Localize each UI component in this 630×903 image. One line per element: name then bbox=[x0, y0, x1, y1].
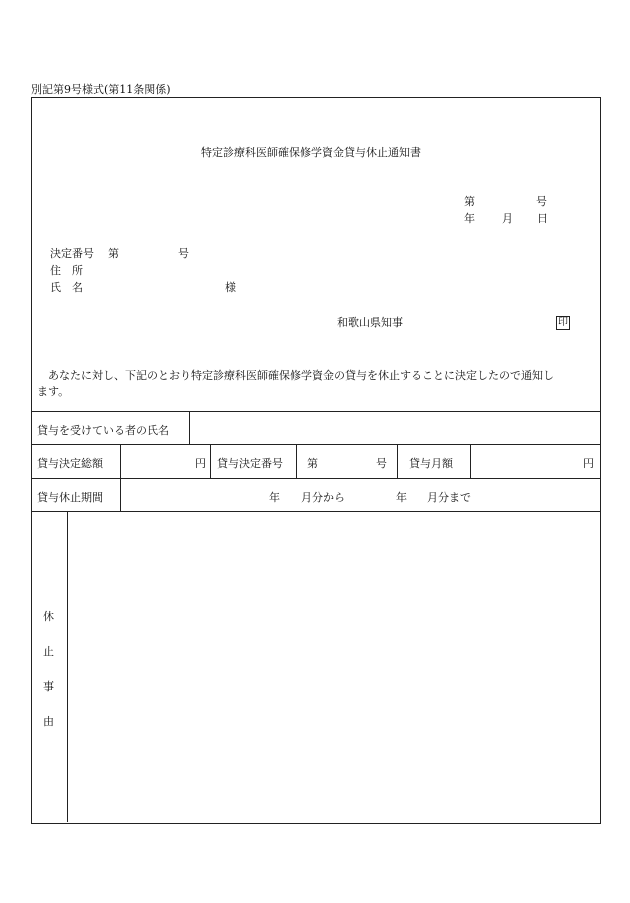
suspension-period-label: 貸与休止期間 bbox=[37, 491, 103, 504]
date-day: 日 bbox=[537, 212, 548, 225]
table-vline-r2-c bbox=[296, 444, 297, 478]
decision-number-table-label: 貸与決定番号 bbox=[217, 457, 283, 470]
name-label: 氏 名 bbox=[50, 281, 83, 294]
monthly-amount-label: 貸与月額 bbox=[409, 457, 453, 470]
decision-number-suffix: 号 bbox=[178, 247, 189, 260]
decision-number-table-dai: 第 bbox=[307, 457, 318, 470]
table-vline-r1 bbox=[189, 411, 190, 444]
date-month: 月 bbox=[502, 212, 513, 225]
date-year: 年 bbox=[464, 212, 475, 225]
table-vline-r2-e bbox=[470, 444, 471, 478]
reason-char-3: 事 bbox=[43, 680, 54, 693]
doc-number-suffix: 号 bbox=[536, 195, 547, 208]
table-vline-r2-d bbox=[397, 444, 398, 478]
table-hline-2 bbox=[31, 444, 600, 445]
period-to-month: 月分まで bbox=[427, 491, 471, 504]
form-reference: 別記第9号様式(第11条関係) bbox=[31, 83, 171, 96]
recipient-name-label: 貸与を受けている者の氏名 bbox=[37, 424, 169, 437]
table-vline-r2-a bbox=[120, 444, 121, 478]
honorific: 様 bbox=[225, 281, 236, 294]
table-hline-3 bbox=[31, 478, 600, 479]
decision-number-table-go: 号 bbox=[376, 457, 387, 470]
reason-char-4: 由 bbox=[43, 715, 54, 728]
reason-char-1: 休 bbox=[43, 610, 54, 623]
reason-field[interactable] bbox=[69, 513, 597, 820]
notice-body-line2: ます。 bbox=[37, 385, 70, 398]
period-to-year: 年 bbox=[396, 491, 407, 504]
total-amount-label: 貸与決定総額 bbox=[37, 457, 103, 470]
seal-mark: 印 bbox=[558, 317, 568, 328]
recipient-name-field[interactable] bbox=[191, 413, 597, 443]
monthly-amount-yen: 円 bbox=[583, 457, 594, 470]
reason-char-2: 止 bbox=[43, 645, 54, 658]
doc-number-prefix: 第 bbox=[464, 195, 475, 208]
period-from-month: 月分から bbox=[301, 491, 345, 504]
table-vline-reason bbox=[67, 511, 68, 822]
decision-number-label: 決定番号 bbox=[50, 247, 94, 260]
period-from-year: 年 bbox=[269, 491, 280, 504]
table-hline-4 bbox=[31, 511, 600, 512]
form-title: 特定診療科医師確保修学資金貸与休止通知書 bbox=[201, 146, 421, 159]
table-hline-1 bbox=[31, 411, 600, 412]
total-amount-yen: 円 bbox=[195, 457, 206, 470]
notice-body-line1: あなたに対し、下記のとおり特定診療科医師確保修学資金の貸与を休止することに決定したので通知し bbox=[37, 369, 554, 382]
decision-number-prefix: 第 bbox=[108, 247, 119, 260]
table-vline-r3 bbox=[120, 478, 121, 511]
table-vline-r2-b bbox=[210, 444, 211, 478]
issuer-name: 和歌山県知事 bbox=[337, 316, 403, 329]
address-label: 住 所 bbox=[50, 264, 83, 277]
